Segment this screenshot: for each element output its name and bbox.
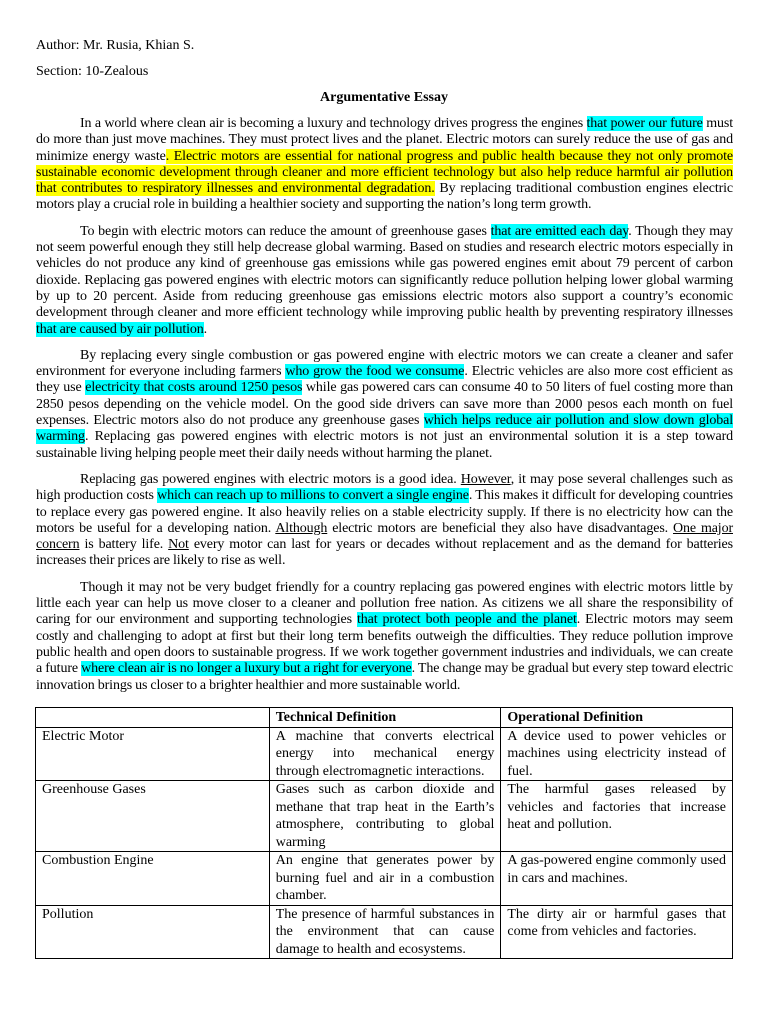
paragraph-text: . xyxy=(203,321,208,337)
author-line: Author: Mr. Rusia, Khian S. xyxy=(36,38,195,53)
highlighted-text: that are emitted each day xyxy=(490,223,629,239)
table-row xyxy=(36,781,733,852)
paragraph-text: . The change may be gradual but every step toward electric innovation brings us closer to a brighter healthier and more sustainable world. xyxy=(36,661,733,693)
essay-paragraph xyxy=(36,348,733,462)
essay-paragraph xyxy=(36,472,733,570)
paragraph-text: Replacing gas powered engines with electric motors is a good idea. xyxy=(80,471,461,487)
highlighted-text: which can reach up to millions to convert a single engine xyxy=(157,488,469,504)
paragraph-text: , it may pose several challenges such as high production costs xyxy=(36,471,733,504)
table-row xyxy=(36,852,733,906)
essay-paragraph xyxy=(36,580,733,694)
definitions-table xyxy=(35,707,733,959)
highlighted-text: that power our future xyxy=(586,116,703,131)
table-header-row xyxy=(36,708,733,728)
paragraph-text: Though it may not be very budget friendly for a country replacing gas powered engines with electric motors little by little each year can help us move closer to a cleaner and pollution free nation. As citizens we all share the responsibility of caring for our environment and supporting technologies xyxy=(36,579,733,628)
underlined-transition: Although xyxy=(275,520,328,536)
paragraph-text: To begin with electric motors can reduce the amount of greenhouse gases xyxy=(80,223,491,239)
table-header-cell xyxy=(36,708,270,728)
paragraph-text: while gas powered cars can consume 40 to 50 liters of fuel costing more than 2850 pesos depending on the vehicle model. On the good side drivers can save more than 2000 pesos each month on fuel expenses. Electric motors also do not produce any greenhouse gases xyxy=(36,380,733,429)
thesis-highlight: . Electric motors are essential for national progress and public health because they not only promote sustainable economic development through cleaner and more efficient technology but also help reduce harmful air pollution that contributes to respiratory illnesses and environmental degradation. xyxy=(36,148,733,197)
underlined-transition: Not xyxy=(168,537,189,553)
paragraph-text: By replacing traditional combustion engines electric motors play a crucial role in building a healthier society and supporting the nation’s long term growth. xyxy=(36,181,733,213)
paragraph-text: must do more than just move machines. They must protect lives and the planet. Electric motors can surely reduce the use of gas and minimize energy waste xyxy=(36,116,733,164)
term-cell: Electric Motor xyxy=(36,727,270,781)
paragraph-text: . Though they may not seem powerful enough they still help decrease global warming. Based on studies and research electric motors especially in vehicles do not produce any kind of greenhouse gas emissions while gas powered engines emit about 79 percent of carbon dioxide. Replacing gas powered engines with electric motors can significantly reduce pollution helping lower global warming by up to 20 percent. Aside from reducing greenhouse gas emissions electric motors also support a country’s economic development through cleaner and more efficient technology while improving public health by preventing respiratory illnesses xyxy=(36,223,733,321)
essay-title: Argumentative Essay xyxy=(320,90,448,105)
technical-definition-cell: A machine that converts electrical energy into mechanical energy through electromagnetic interactions. xyxy=(269,727,501,781)
highlighted-text: who grow the food we consume xyxy=(285,364,465,380)
section-line: Section: 10-Zealous xyxy=(36,64,149,79)
paragraph-text: . This makes it difficult for developing countries to replace every gas powered engine. It also heavily relies on a stable electricity supply. If there is no electricity how can the motors be useful for a developing nation. xyxy=(36,488,733,536)
paragraph-text: . Replacing gas powered engines with electric motors is not just an environmental solution it is a step toward sustainable living helping people meet their daily needs without harming the planet. xyxy=(36,429,733,461)
essay-paragraph xyxy=(36,116,733,214)
table-header-cell: Technical Definition xyxy=(269,708,501,728)
operational-definition-cell: The harmful gases released by vehicles and factories that increase heat and pollution. xyxy=(501,781,733,852)
paragraph-text: . Electric motors may seem costly and challenging to adopt at first but their long term benefits outweigh the difficulties. They reduce pollution improve public health and open doors to sustainable progress. If we work together government industries and individuals, we can create a future xyxy=(36,612,733,677)
technical-definition-cell: An engine that generates power by burning fuel and air in a combustion chamber. xyxy=(269,852,501,906)
paragraph-text: every motor can last for years or decades without replacement and as the demand for batteries increases their prices are likely to rise as well. xyxy=(36,537,733,569)
operational-definition-cell: A gas-powered engine commonly used in cars and machines. xyxy=(501,852,733,906)
essay-body xyxy=(36,116,733,704)
technical-definition-cell: The presence of harmful substances in the environment that can cause damage to health and ecosystems. xyxy=(269,905,501,959)
paragraph-text: . Electric vehicles are also more cost efficient as they use xyxy=(36,364,733,396)
term-cell: Pollution xyxy=(36,905,270,959)
highlighted-text: electricity that costs around 1250 pesos xyxy=(85,380,303,396)
highlighted-text: where clean air is no longer a luxury but a right for everyone xyxy=(81,661,412,677)
term-cell: Combustion Engine xyxy=(36,852,270,906)
table-row xyxy=(36,727,733,781)
highlighted-text: which helps reduce air pollution and slow down global warming xyxy=(36,413,734,445)
underlined-transition: One major concern xyxy=(36,520,733,553)
operational-definition-cell: A device used to power vehicles or machines using electricity instead of fuel. xyxy=(501,727,733,781)
paragraph-text: electric motors are beneficial they also have disadvantages. xyxy=(327,520,674,536)
paragraph-text: is battery life. xyxy=(79,537,169,553)
highlighted-text: that are caused by air pollution xyxy=(36,321,204,337)
table-row xyxy=(36,905,733,959)
underlined-transition: However xyxy=(460,471,511,487)
essay-paragraph xyxy=(36,224,733,338)
paragraph-text: In a world where clean air is becoming a luxury and technology drives progress the engines xyxy=(80,116,587,131)
paragraph-text: By replacing every single combustion or gas powered engine with electric motors we can create a cleaner and safer environment for everyone including farmers xyxy=(36,347,733,380)
table-header-cell: Operational Definition xyxy=(501,708,733,728)
term-cell: Greenhouse Gases xyxy=(36,781,270,852)
operational-definition-cell: The dirty air or harmful gases that come from vehicles and factories. xyxy=(501,905,733,959)
highlighted-text: that protect both people and the planet xyxy=(356,612,577,628)
technical-definition-cell: Gases such as carbon dioxide and methane that trap heat in the Earth’s atmosphere, contributing to global warming xyxy=(269,781,501,852)
